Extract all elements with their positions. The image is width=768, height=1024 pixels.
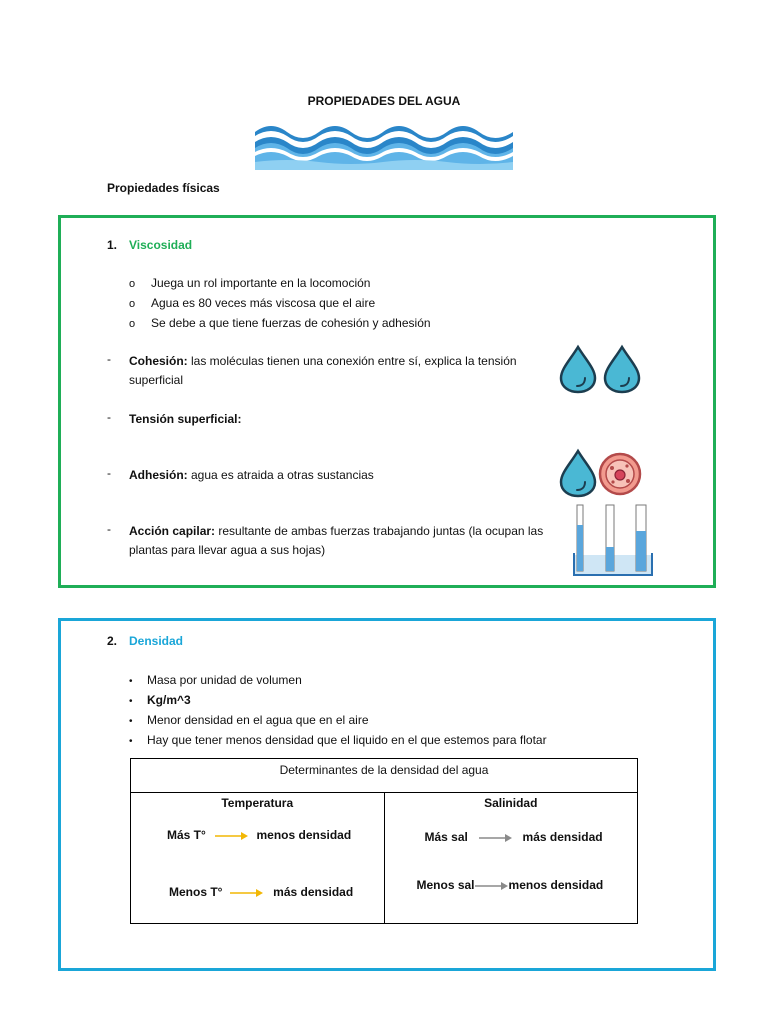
drop-and-cell-icon — [558, 448, 642, 498]
bullet-text: Juega un rol importante en la locomoción — [151, 276, 371, 290]
bullet-icon: • — [129, 736, 133, 747]
salinity-row-2 — [417, 878, 604, 892]
arrow-right-icon — [213, 831, 249, 841]
temperature-row-1 — [167, 828, 351, 842]
list-item — [129, 274, 431, 294]
term-label: Acción capilar: — [129, 524, 216, 538]
density-table — [130, 758, 638, 924]
list-item — [129, 731, 547, 751]
list-item — [129, 314, 431, 334]
section-number: 1. — [107, 238, 118, 252]
temperature-row-2 — [169, 885, 353, 899]
waves-icon — [255, 118, 513, 170]
capillary-tubes-icon — [572, 503, 654, 579]
section-subtitle: Propiedades físicas — [107, 181, 220, 195]
tension-term — [129, 410, 549, 429]
term-label: Tensión superficial: — [129, 412, 242, 426]
list-item — [129, 294, 431, 314]
relation-right: más densidad — [522, 830, 603, 844]
bullet-icon: • — [129, 696, 133, 707]
dash-marker: - — [107, 466, 111, 480]
dash-marker: - — [107, 410, 111, 424]
adhesion-term — [129, 466, 549, 485]
list-item — [129, 711, 547, 731]
water-drops-icon — [558, 344, 642, 394]
bullet-text: Agua es 80 veces más viscosa que el aire — [151, 296, 376, 310]
relation-left: Menos T° — [169, 885, 223, 899]
densidad-bullets — [129, 671, 547, 751]
viscosidad-bullets — [129, 274, 431, 334]
bullet-text: Menor densidad en el agua que en el aire — [147, 713, 369, 727]
dash-marker: - — [107, 522, 111, 536]
circle-bullet-icon: o — [129, 318, 136, 330]
bullet-text: Kg/m^3 — [147, 693, 191, 707]
relation-right: menos densidad — [508, 878, 604, 892]
list-item — [129, 671, 547, 691]
bullet-text: Se debe a que tiene fuerzas de cohesión y adhesión — [151, 316, 431, 330]
salinity-cell — [384, 793, 638, 924]
bullet-text: Hay que tener menos densidad que el liquido en el que estemos para flotar — [147, 733, 547, 747]
heading-text: Viscosidad — [129, 238, 193, 252]
viscosidad-heading — [107, 238, 192, 252]
arrow-right-icon — [475, 881, 509, 891]
capilar-term — [129, 522, 559, 560]
relation-right: más densidad — [273, 885, 354, 899]
relation-left: Más T° — [167, 828, 206, 842]
relation-right: menos densidad — [256, 828, 352, 842]
term-text: agua es atraida a otras sustancias — [187, 468, 374, 482]
section-number: 2. — [107, 634, 118, 648]
bullet-text: Masa por unidad de volumen — [147, 673, 302, 687]
arrow-right-icon — [228, 888, 264, 898]
circle-bullet-icon: o — [129, 298, 136, 310]
bullet-icon: • — [129, 716, 133, 727]
bullet-icon: • — [129, 676, 133, 687]
salinity-row-1 — [425, 830, 603, 844]
page-title: PROPIEDADES DEL AGUA — [307, 94, 461, 108]
arrow-right-icon — [477, 833, 513, 843]
dash-marker: - — [107, 352, 111, 366]
relation-left: Menos sal — [416, 878, 475, 892]
term-label: Cohesión: — [129, 354, 188, 368]
relation-left: Más sal — [424, 830, 468, 844]
densidad-heading — [107, 634, 183, 648]
temperature-header: Temperatura — [221, 796, 294, 810]
salinity-header: Salinidad — [484, 796, 538, 810]
cohesion-term — [129, 352, 549, 390]
temperature-cell — [131, 793, 385, 924]
heading-text: Densidad — [129, 634, 184, 648]
term-text: resultante de ambas fuerzas trabajando juntas (la ocupan las plantas para llevar agua a sus hojas) — [129, 524, 544, 557]
term-label: Adhesión: — [129, 468, 188, 482]
circle-bullet-icon: o — [129, 278, 136, 290]
term-text: las moléculas tienen una conexión entre sí, explica la tensión superficial — [129, 354, 517, 387]
list-item — [129, 691, 547, 711]
table-caption: Determinantes de la densidad del agua — [131, 759, 638, 793]
